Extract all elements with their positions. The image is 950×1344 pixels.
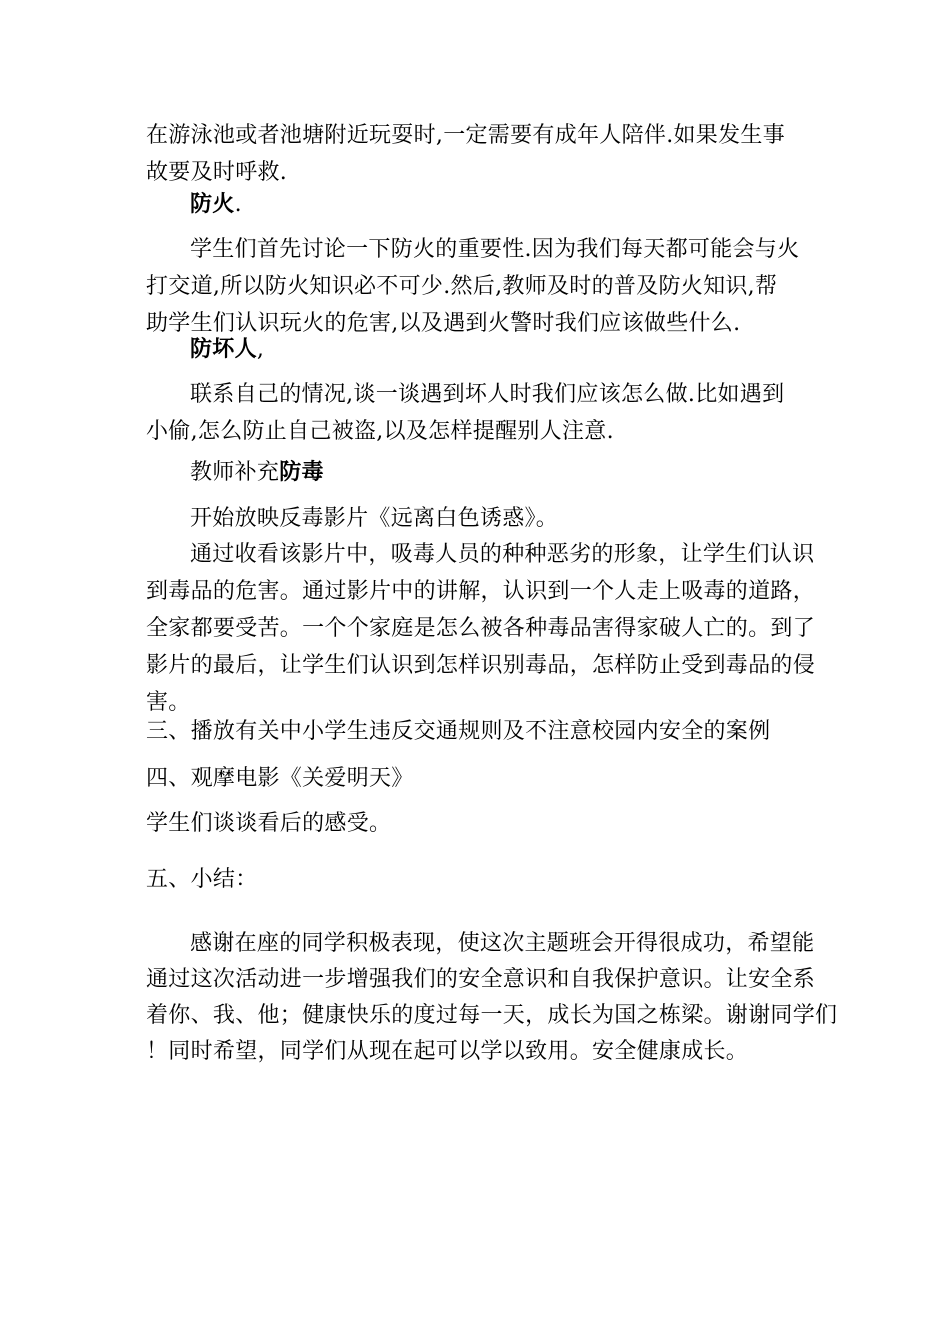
paragraph-line: 故要及时呼救. xyxy=(146,160,288,185)
film-screening-paragraph xyxy=(146,500,862,537)
paragraph-line: 打交道,所以防火知识必不可少.然后,教师及时的普及防火知识,帮 xyxy=(146,274,778,299)
drug-prevention-heading xyxy=(146,454,862,491)
stranger-danger-paragraph xyxy=(146,376,818,450)
heading-prefix: 教师补充 xyxy=(190,460,280,485)
paragraph-line: 全家都要受苦。一个个家庭是怎么被各种毒品害得家破人亡的。到了 xyxy=(146,616,816,641)
section-heading-text: 三、播放有关中小学生违反交通规则及不注意校园内安全的案例 xyxy=(146,719,771,744)
paragraph-line: 学生们谈谈看后的感受。 xyxy=(146,811,392,836)
paragraph-line: 学生们首先讨论一下防火的重要性.因为我们每天都可能会与火 xyxy=(190,237,800,262)
heading-punctuation: , xyxy=(256,337,265,362)
heading-bold-text: 防火 xyxy=(190,191,235,217)
heading-bold-text: 防毒 xyxy=(279,459,324,485)
section-heading-text: 五、小结： xyxy=(146,867,258,892)
paragraph-line: ！同时希望，同学们从现在起可以学以致用。安全健康成长。 xyxy=(146,1039,749,1064)
paragraph-line: 感谢在座的同学积极表现，使这次主题班会开得很成功，希望能 xyxy=(190,931,815,956)
section-three-heading xyxy=(146,713,818,750)
section-four-heading xyxy=(146,760,818,797)
heading-punctuation: . xyxy=(234,192,242,217)
paragraph-line: 助学生们认识玩火的危害,以及遇到火警时我们应该做些什么. xyxy=(146,311,741,336)
swimming-safety-paragraph xyxy=(146,117,818,191)
paragraph-line: 开始放映反毒影片《远离白色诱惑》。 xyxy=(190,506,559,531)
paragraph-line: 通过收看该影片中，吸毒人员的种种恶劣的形象，让学生们认识 xyxy=(190,542,815,567)
paragraph-line: 到毒品的危害。通过影片中的讲解，认识到一个人走上吸毒的道路， xyxy=(146,579,816,604)
paragraph-line: 着你、我、他；健康快乐的度过每一天，成长为国之栋梁。谢谢同学们 xyxy=(146,1003,838,1028)
section-five-heading xyxy=(146,861,818,898)
feelings-paragraph xyxy=(146,805,818,842)
drug-film-paragraph xyxy=(146,536,818,721)
stranger-danger-heading xyxy=(146,331,862,368)
section-heading-text: 四、观摩电影《关爱明天》 xyxy=(146,766,414,791)
paragraph-line: 影片的最后，让学生们认识到怎样识别毒品，怎样防止受到毒品的侵 xyxy=(146,653,816,678)
paragraph-line: 在游泳池或者池塘附近玩耍时,一定需要有成年人陪伴.如果发生事 xyxy=(146,123,785,148)
fire-prevention-heading xyxy=(146,186,862,223)
paragraph-line: 通过这次活动进一步增强我们的安全意识和自我保护意识。让安全系 xyxy=(146,967,816,992)
paragraph-line: 害。 xyxy=(146,690,191,715)
paragraph-line: 联系自己的情况,谈一谈遇到坏人时我们应该怎么做.比如遇到 xyxy=(190,382,785,407)
summary-paragraph xyxy=(146,926,838,1070)
paragraph-line: 小偷,怎么防止自己被盗,以及怎样提醒别人注意. xyxy=(146,419,614,444)
fire-prevention-paragraph xyxy=(146,231,818,342)
heading-bold-text: 防坏人 xyxy=(190,336,257,362)
